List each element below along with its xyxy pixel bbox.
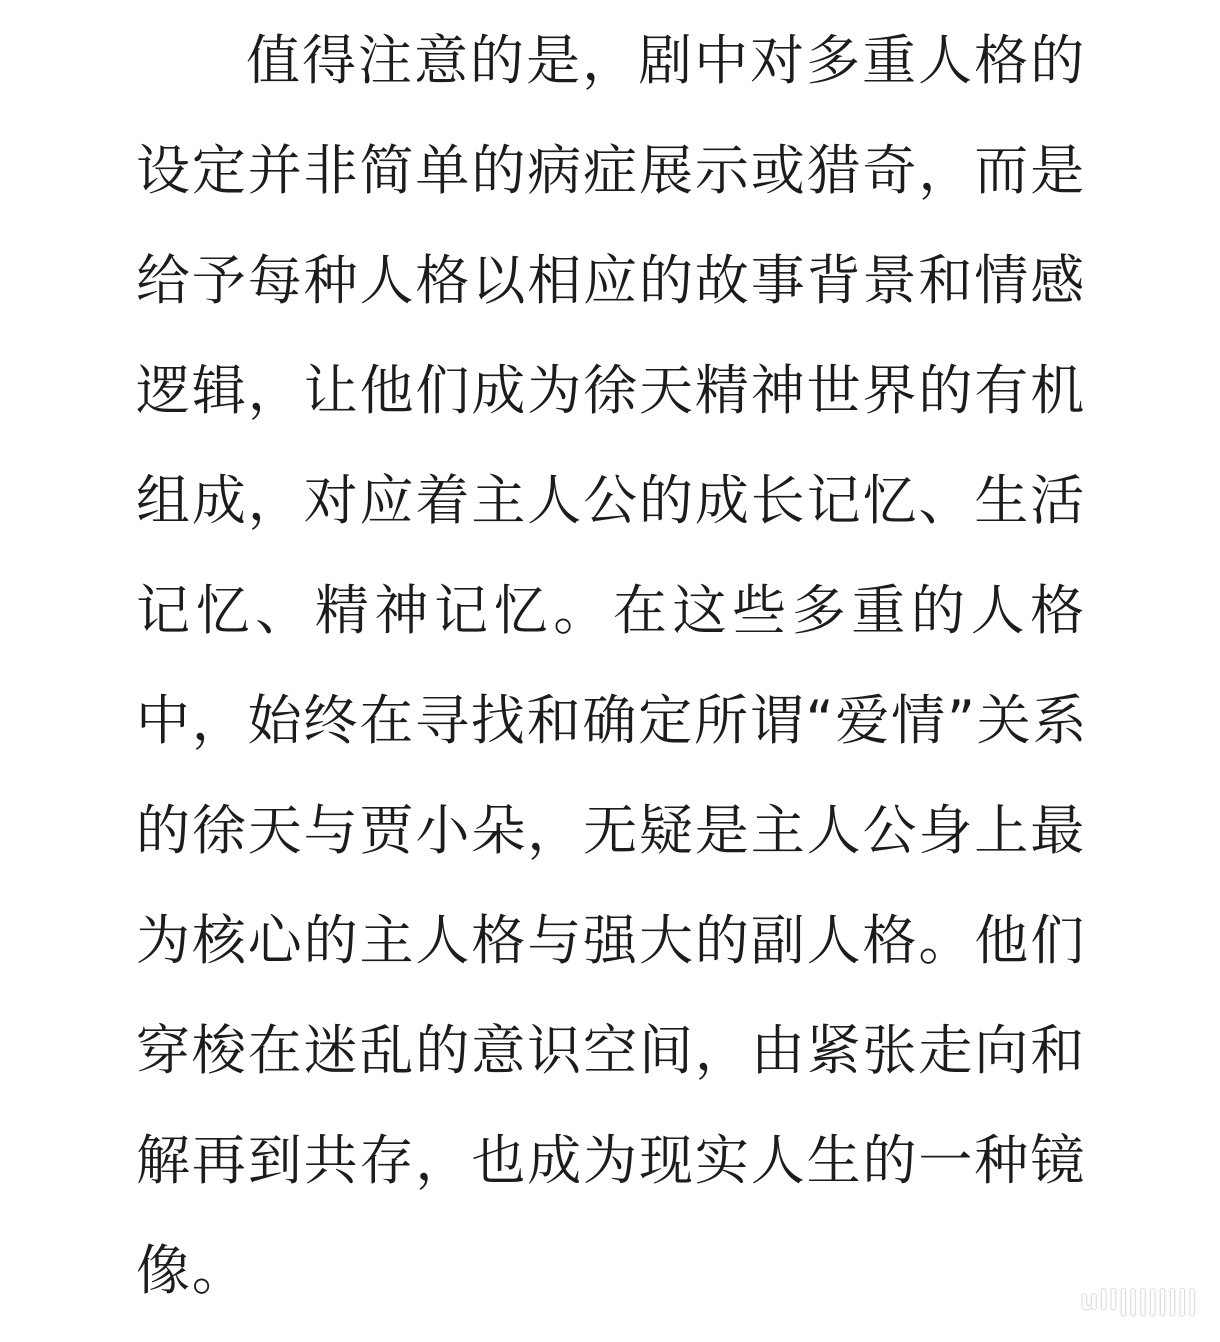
paragraph-line-5: 组成，对应着主人公的成长记忆、生活	[136, 469, 1086, 532]
paragraph-line-4: 逻辑，让他们成为徐天精神世界的有机	[136, 359, 1086, 422]
paragraph-line-11: 解再到共存，也成为现实人生的一种镜	[136, 1129, 1086, 1192]
paragraph-line-2: 设定并非简单的病症展示或猎奇，而是	[136, 139, 1086, 202]
article-paragraph	[136, 22, 1089, 1342]
paragraph-line-8: 的徐天与贾小朵，无疑是主人公身上最	[136, 799, 1086, 862]
paragraph-line-9: 为核心的主人格与强大的副人格。他们	[136, 909, 1086, 972]
paragraph-line-10: 穿梭在迷乱的意识空间，由紧张走向和	[136, 1019, 1086, 1082]
paragraph-line-1: 值得注意的是，剧中对多重人格的	[246, 29, 1086, 92]
paragraph-line-7: 中，始终在寻找和确定所谓“爱情”关系	[136, 689, 1089, 752]
watermark: ull||||||||	[1080, 1284, 1198, 1315]
paragraph-line-3: 给予每种人格以相应的故事背景和情感	[136, 249, 1086, 312]
paragraph-line-12: 像。	[136, 1239, 248, 1302]
paragraph-line-6: 记忆、精神记忆。在这些多重的人格	[136, 579, 1086, 642]
